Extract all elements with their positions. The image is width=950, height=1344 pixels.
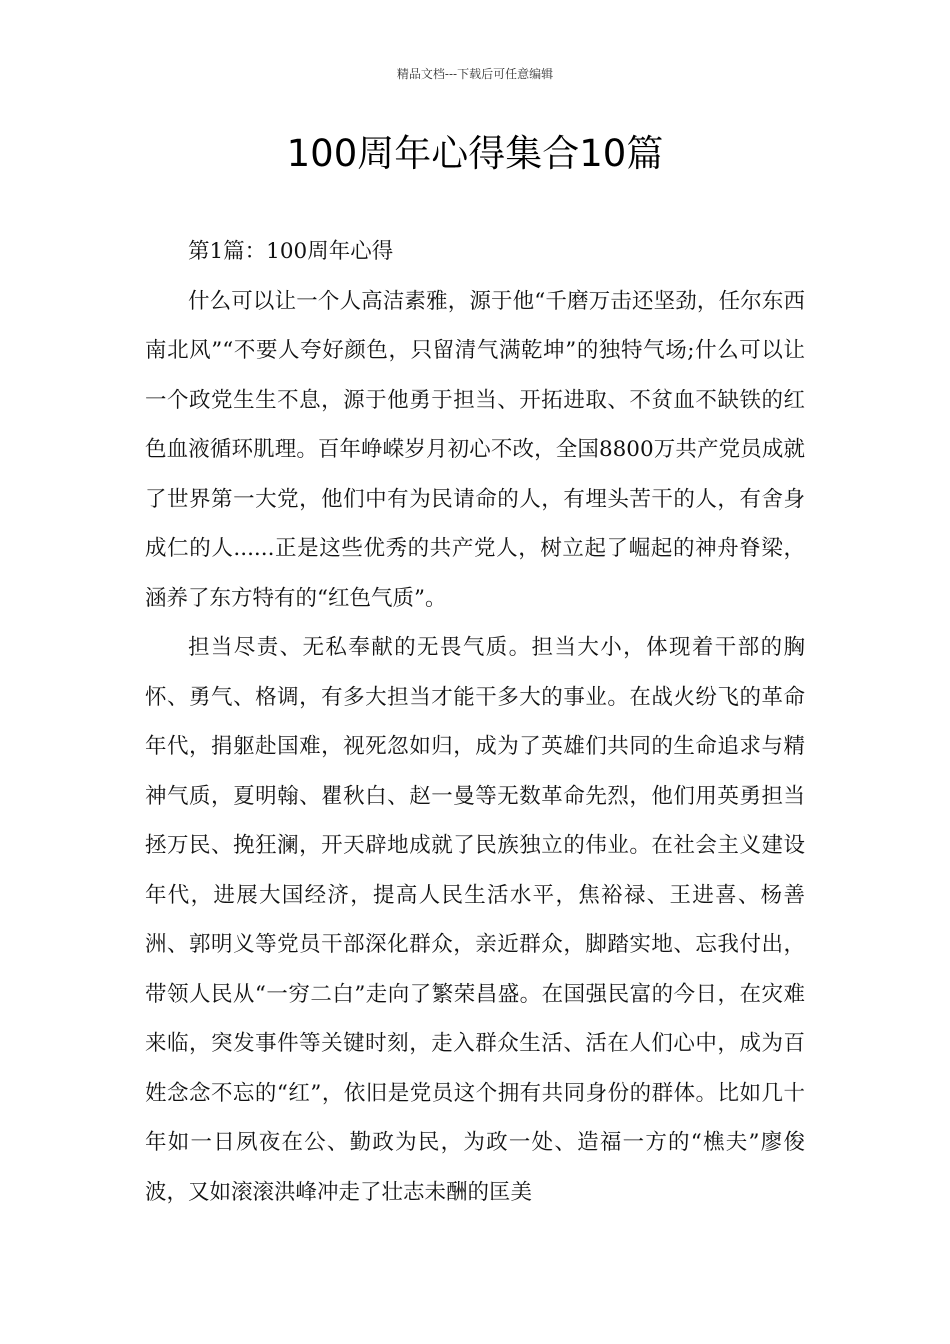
document-title: 100周年心得集合10篇 — [286, 132, 664, 175]
document-body — [145, 227, 805, 1217]
body-paragraph: 什么可以让一个人高洁素雅，源于他“千磨万击还坚劲，任尔东西南北风”“不要人夸好颜色，只留清气满乾坤”的独特气场;什么可以让一个政党生生不息，源于他勇于担当、开拓进取、不贫血不缺铁的红色血液循环肌理。百年峥嵘岁月初心不改，全国8800万共产党员成就了世界第一大党，他们中有为民请命的人，有埋头苦干的人，有舍身成仁的人......正是这些优秀的共产党人，树立起了崛起的神舟脊梁，涵养了东方特有的“红色气质”。 — [145, 288, 805, 611]
section-heading: 第1篇：100周年心得 — [188, 239, 394, 264]
body-paragraph: 担当尽责、无私奉献的无畏气质。担当大小，体现着干部的胸怀、勇气、格调，有多大担当才能干多大的事业。在战火纷飞的革命年代，捐躯赴国难，视死忽如归，成为了英雄们共同的生命追求与精神气质，夏明翰、瞿秋白、赵一曼等无数革命先烈，他们用英勇担当拯万民、挽狂澜，开天辟地成就了民族独立的伟业。在社会主义建设年代，进展大国经济，提高人民生活水平，焦裕禄、王进喜、杨善洲、郭明义等党员干部深化群众，亲近群众，脚踏实地、忘我付出，带领人民从“一穷二白”走向了繁荣昌盛。在国强民富的今日，在灾难来临，突发事件等关键时刻，走入群众生活、活在人们心中，成为百姓念念不忘的“红”，依旧是党员这个拥有共同身份的群体。比如几十年如一日夙夜在公、勤政为民，为政一处、造福一方的“樵夫”廖俊波，又如滚滚洪峰冲走了壮志未酬的匡美 — [145, 635, 805, 1205]
page-header-note: 精品文档---下载后可任意编辑 — [396, 67, 554, 81]
